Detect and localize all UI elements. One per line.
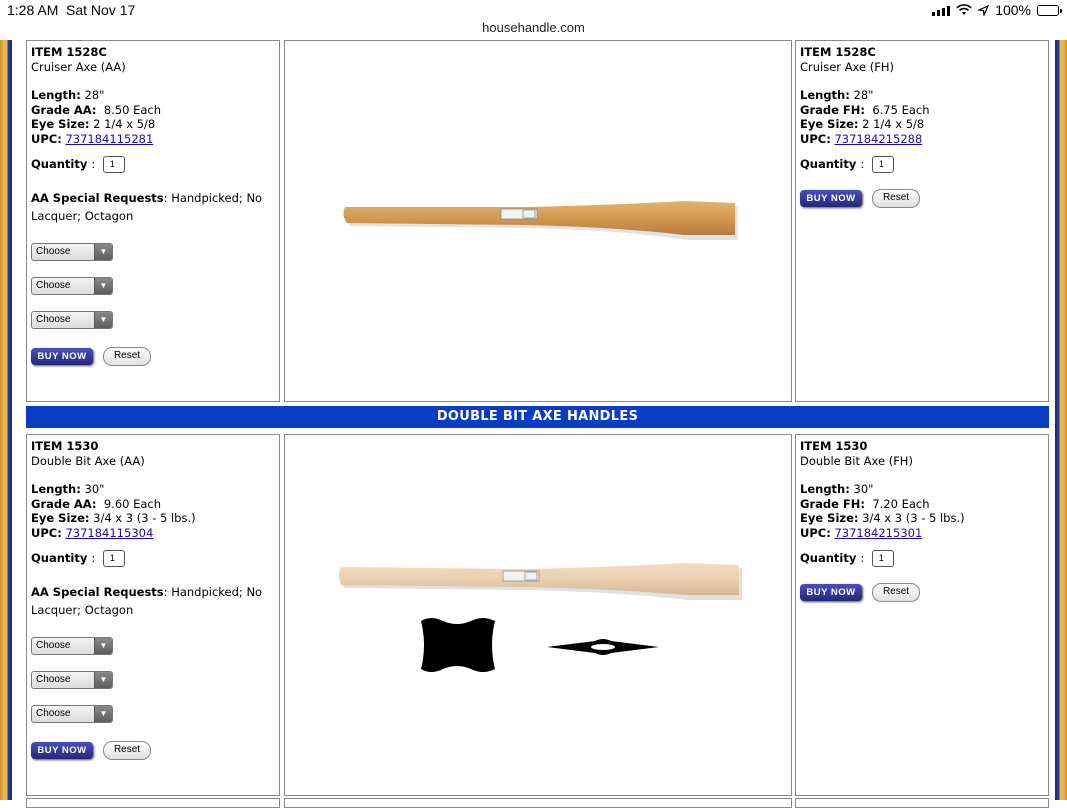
upc-link[interactable]: 737184115281 [65,131,154,146]
wifi-icon [956,4,972,16]
item-number: ITEM 1530 [800,439,868,453]
option-select-2[interactable] [31,671,113,689]
eye-size-label: Eye Size: [800,511,859,525]
status-time: 1:28 AM [7,2,59,18]
special-requests-value: Handpicked; No Lacquer; Octagon [31,191,263,223]
quantity-input[interactable]: 1 [872,550,894,567]
dropdown-arrow-icon: ▼ [94,706,112,722]
quantity-label: Quantity [31,551,88,566]
length-value: 30" [853,482,874,496]
eye-size-value: 2 1/4 x 5/8 [862,117,925,131]
eye-size-label: Eye Size: [800,117,859,131]
upc-link[interactable]: 737184115304 [65,525,154,540]
eye-size-value: 3/4 x 3 (3 - 5 lbs.) [862,511,965,525]
option-select-3[interactable] [31,311,113,329]
upc-label: UPC: [31,525,62,540]
select-label: Choose [36,314,71,325]
price-value: 9.60 Each [103,496,162,511]
length-label: Length: [31,482,81,496]
dropdown-arrow-icon: ▼ [94,638,112,654]
eye-size-value: 2 1/4 x 5/8 [93,117,156,131]
status-icons [932,2,1059,18]
status-date: Sat Nov 17 [66,2,136,18]
buy-now-button[interactable]: BUY NOW [800,584,862,601]
battery-percent: 100% [995,2,1031,18]
option-select-1[interactable] [31,637,113,655]
product-image-cell [284,434,792,796]
select-label: Choose [36,674,71,685]
eye-size-label: Eye Size: [31,117,90,131]
grade-label: Grade AA: [31,496,97,511]
buy-now-button[interactable]: BUY NOW [31,742,93,759]
grade-label: Grade FH: [800,496,865,511]
quantity-label: Quantity [31,157,88,172]
buy-now-button[interactable]: BUY NOW [800,190,862,207]
price-value: 6.75 Each [872,102,930,117]
select-label: Choose [36,280,71,291]
item-name: Double Bit Axe (AA) [31,453,145,468]
eye-size-label: Eye Size: [31,511,90,525]
grade-label: Grade FH: [800,102,865,117]
price-value: 8.50 Each [103,102,162,117]
reset-button[interactable]: Reset [872,189,920,208]
upc-label: UPC: [31,131,62,146]
product-card-fh: ITEM 1530 Double Bit Axe (FH) Length: 30" Grade FH: 7.20 Each Eye Size: 3/4 x 3 (3 - 5 lbs.) UPC: 737184215301 Quantity : 1 BUY NOW Reset [795,434,1049,796]
upc-link[interactable]: 737184215301 [834,525,923,540]
grade-label: Grade AA: [31,102,97,117]
quantity-input[interactable]: 1 [103,156,125,173]
select-label: Choose [36,640,71,651]
item-name: Cruiser Axe (AA) [31,59,126,74]
buy-now-button[interactable]: BUY NOW [31,348,93,365]
upc-label: UPC: [800,131,831,146]
item-number: ITEM 1528C [800,45,876,59]
cellular-signal-icon [932,4,950,16]
special-requests-label: AA Special Requests [31,191,164,205]
location-arrow-icon [978,5,989,16]
length-value: 30" [84,482,105,496]
url-text: househandle.com [482,20,585,35]
quantity-label: Quantity [800,551,857,566]
dropdown-arrow-icon: ▼ [94,244,112,260]
item-number: ITEM 1530 [31,439,99,453]
option-select-2[interactable] [31,277,113,295]
upc-label: UPC: [800,525,831,540]
item-name: Cruiser Axe (FH) [800,59,894,74]
quantity-input[interactable]: 1 [103,550,125,567]
item-number: ITEM 1528C [31,45,107,59]
product-card-fh: ITEM 1528C Cruiser Axe (FH) Length: 28" Grade FH: 6.75 Each Eye Size: 2 1/4 x 5/8 UPC: 737184215288 Quantity : 1 BUY NOW Reset [795,40,1049,402]
upc-link[interactable]: 737184215288 [834,131,923,146]
length-label: Length: [800,482,850,496]
product-page [22,40,1051,800]
product-card-aa: ITEM 1530 Double Bit Axe (AA) Length: 30" Grade AA: 9.60 Each Eye Size: 3/4 x 3 (3 - 5 lbs.) UPC: 737184115304 Quantity : 1 AA Special Requests: Handpicked; No Lacquer; Octagon Choose ▼ Choose ▼ Choose ▼ BUY NOW Reset [26,434,280,796]
price-value: 7.20 Each [872,496,930,511]
axe-handle-image [285,41,791,401]
eye-size-value: 3/4 x 3 (3 - 5 lbs.) [93,511,196,525]
length-value: 28" [853,88,874,102]
special-requests-value: Handpicked; No Lacquer; Octagon [31,585,263,617]
axe-head-side-view [421,618,495,672]
item-name: Double Bit Axe (FH) [800,453,913,468]
dropdown-arrow-icon: ▼ [94,672,112,688]
double-bit-axe-image [285,435,791,795]
length-value: 28" [84,88,105,102]
quantity-label: Quantity [800,157,857,172]
select-label: Choose [36,246,71,257]
option-select-1[interactable] [31,243,113,261]
product-image-cell [284,40,792,402]
reset-button[interactable]: Reset [103,347,151,366]
battery-icon [1037,5,1059,16]
url-bar[interactable] [0,18,1067,40]
left-border-stripe [0,40,12,800]
section-header: DOUBLE BIT AXE HANDLES [26,406,1049,428]
option-select-3[interactable] [31,705,113,723]
reset-button[interactable]: Reset [872,583,920,602]
dropdown-arrow-icon: ▼ [94,278,112,294]
status-bar [0,0,1067,20]
length-label: Length: [800,88,850,102]
reset-button[interactable]: Reset [103,741,151,760]
right-border-stripe [1055,40,1067,800]
length-label: Length: [31,88,81,102]
product-card-aa: ITEM 1528C Cruiser Axe (AA) Length: 28" Grade AA: 8.50 Each Eye Size: 2 1/4 x 5/8 UPC: 737184115281 Quantity : 1 AA Special Requests: Handpicked; No Lacquer; Octagon Choose ▼ Choose ▼ Choose ▼ BUY NOW Reset [26,40,280,402]
select-label: Choose [36,708,71,719]
dropdown-arrow-icon: ▼ [94,312,112,328]
special-requests-label: AA Special Requests [31,585,164,599]
quantity-input[interactable]: 1 [872,156,894,173]
